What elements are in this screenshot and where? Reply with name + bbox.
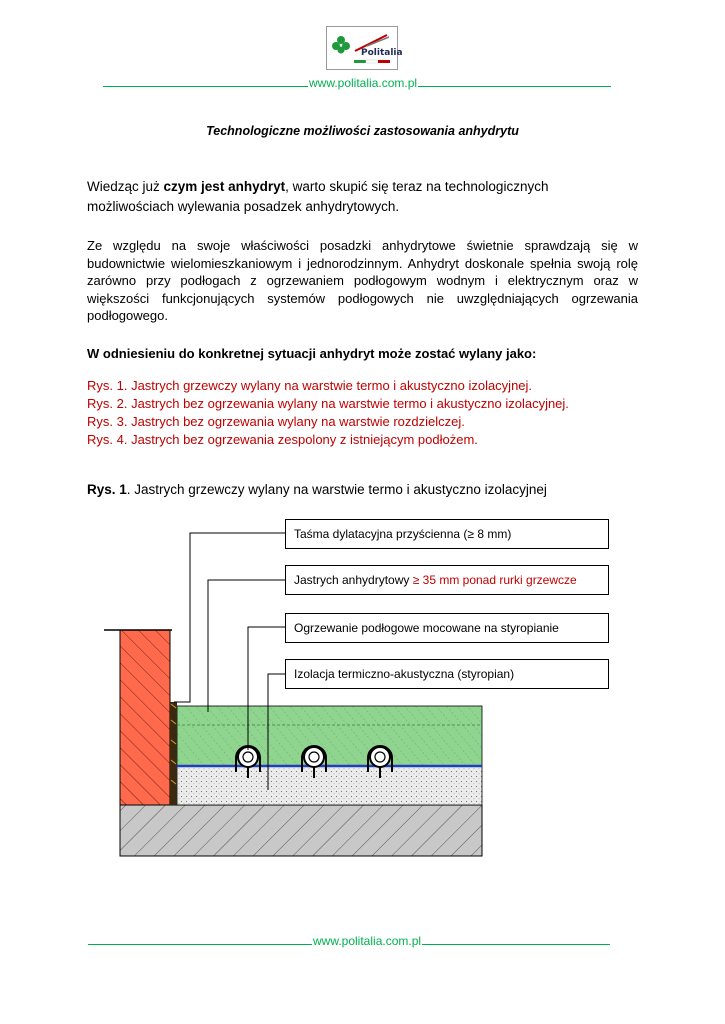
header-url[interactable]: www.politalia.com.pl	[309, 76, 418, 90]
callout-screed	[285, 565, 609, 595]
callout-screed-highlight: ≥ 35 mm ponad rurki grzewcze	[412, 573, 577, 587]
callout-screed-text: Jastrych anhydrytowy	[294, 573, 413, 587]
properties-paragraph: Ze względu na swoje właściwości posadzki anhydrytowe świetnie sprawdzają się w budownictwie wielomieszkaniowym i jednorodzinnym. Anhydryt doskonale spełnia swoją rolę zarówno przy podłogach z ogrzewaniem podłogowym wodnym i elektrycznym oraz w większości funkcjonujących systemów podłogowych nie uwzględniających ogrzewania podłogowego.	[87, 238, 638, 323]
concrete-slab	[120, 805, 482, 856]
footer-url[interactable]: www.politalia.com.pl	[313, 934, 422, 948]
anhydrite-screed	[177, 706, 482, 766]
intro-prefix: Wiedząc już	[87, 179, 164, 194]
figure-list-item: Rys. 3. Jastrych bez ogrzewania wylany na warstwie rozdzielczej.	[87, 414, 465, 429]
footer-url-line	[88, 934, 610, 948]
callout-insulation: Izolacja termiczno-akustyczna (styropian)	[285, 659, 609, 689]
subheading: W odniesieniu do konkretnej sytuacji anhydryt może zostać wylany jako:	[87, 346, 537, 361]
callout-heating: Ogrzewanie podłogowe mocowane na styropianie	[285, 613, 609, 643]
edge-tape	[170, 702, 177, 805]
figure-list-item: Rys. 2. Jastrych bez ogrzewania wylany na warstwie termo i akustyczno izolacyjnej.	[87, 396, 569, 411]
styrofoam-insulation	[177, 766, 482, 805]
callout-edge-tape: Taśma dylatacyjna przyścienna (≥ 8 mm)	[285, 519, 609, 549]
figure-caption-text: . Jastrych grzewczy wylany na warstwie termo i akustyczno izolacyjnej	[126, 482, 547, 497]
figure-list-item: Rys. 1. Jastrych grzewczy wylany na warstwie termo i akustyczno izolacyjnej.	[87, 378, 533, 393]
figure-list-item: Rys. 4. Jastrych bez ogrzewania zespolony z istniejącym podłożem.	[87, 432, 478, 447]
figure-label: Rys. 1	[87, 482, 127, 497]
intro-suffix: , warto skupić się teraz na technologicznych możliwościach wylewania posadzek anhydrytowych.	[87, 179, 549, 214]
logo-text: Politalia	[361, 48, 403, 58]
page-title: Technologiczne możliwości zastosowania anhydrytu	[206, 124, 519, 138]
intro-bold: czym jest anhydryt	[163, 179, 286, 194]
leader-line-screed	[208, 580, 285, 712]
